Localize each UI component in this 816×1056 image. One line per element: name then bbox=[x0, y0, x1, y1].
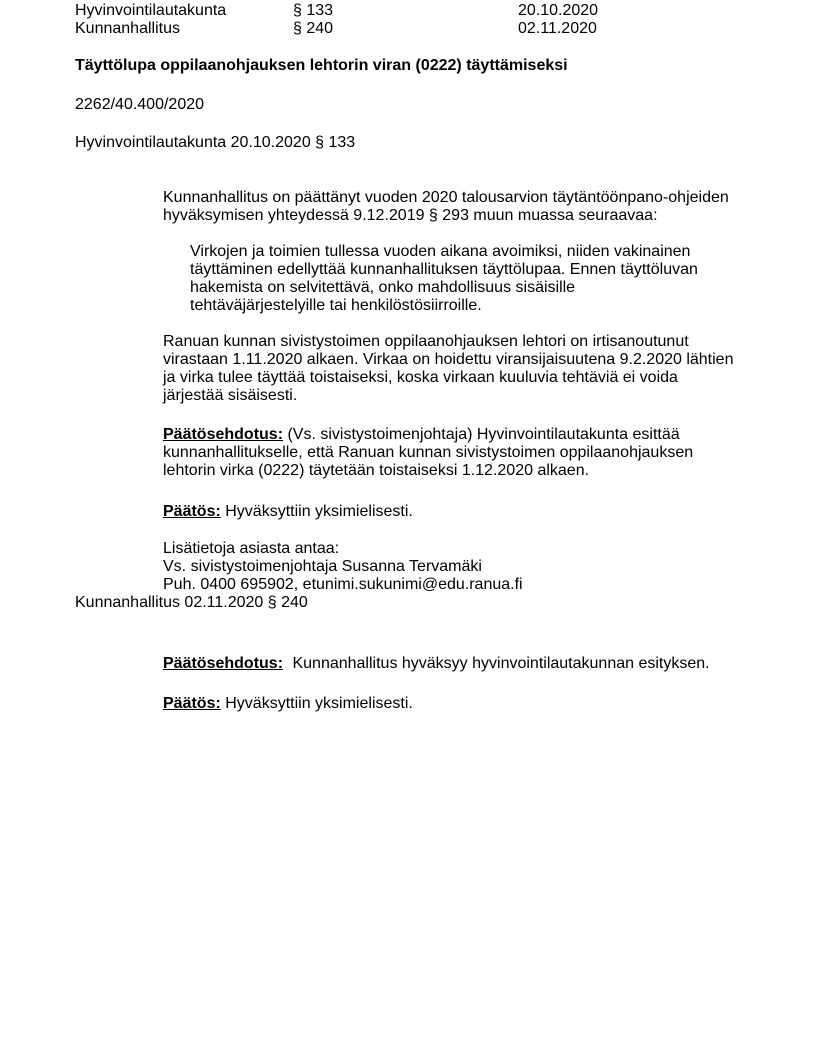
text-line bbox=[163, 426, 756, 444]
decision-text: Hyväksyttiin yksimielisesti. bbox=[225, 695, 413, 712]
proposal-label: Päätösehdotus: bbox=[163, 655, 284, 672]
text-line: Virkojen ja toimien tullessa vuoden aikana avoimiksi, niiden vakinainen bbox=[190, 243, 691, 260]
text-line: hyväksymisen yhteydessä 9.12.2019 § 293 muun muassa seuraavaa: bbox=[163, 207, 658, 224]
text-line: tehtäväjärjestelyille tai henkilöstösiirroille. bbox=[190, 297, 482, 314]
case-number: 2262/40.400/2020 bbox=[75, 96, 205, 113]
header-row bbox=[75, 2, 756, 20]
text-line: Kunnanhallitus on päättänyt vuoden 2020 talousarvion täytäntöönpano-ohjeiden bbox=[163, 189, 729, 206]
section2-proposal bbox=[163, 655, 756, 673]
header-date: 02.11.2020 bbox=[518, 20, 597, 37]
header-section-number: § 133 bbox=[293, 2, 334, 19]
section1-paragraph-1 bbox=[163, 189, 756, 225]
section1-heading: Hyvinvointilautakunta 20.10.2020 § 133 bbox=[75, 134, 356, 151]
contact-info bbox=[163, 540, 756, 594]
decision-text: Hyväksyttiin yksimielisesti. bbox=[225, 503, 413, 520]
header-table bbox=[75, 2, 756, 38]
text-line: täyttäminen edellyttää kunnanhallituksen täyttölupaa. Ennen täyttöluvan bbox=[190, 261, 698, 278]
text-line: ja virka tulee täyttää toistaiseksi, koska virkaan kuuluvia tehtäviä ei voida bbox=[163, 369, 678, 386]
proposal-label: Päätösehdotus: bbox=[163, 426, 284, 443]
text-line: Ranuan kunnan sivistystoimen oppilaanohjauksen lehtori on irtisanoutunut bbox=[163, 333, 689, 350]
header-row bbox=[75, 20, 756, 38]
header-date: 20.10.2020 bbox=[518, 2, 599, 19]
section2-heading: Kunnanhallitus 02.11.2020 § 240 bbox=[75, 594, 308, 611]
decision-label: Päätös: bbox=[163, 503, 221, 520]
contact-line: Lisätietoja asiasta antaa: bbox=[163, 540, 340, 557]
section1-paragraph-2 bbox=[163, 333, 756, 405]
proposal-text: (Vs. sivistystoimenjohtaja) Hyvinvointilautakunta esittää bbox=[287, 426, 680, 443]
text-line: lehtorin virka (0222) täytetään toistaiseksi 1.12.2020 alkaen. bbox=[163, 462, 590, 479]
section1-quote-paragraph bbox=[190, 243, 756, 315]
section1-decision bbox=[163, 503, 756, 521]
header-body-name: Kunnanhallitus bbox=[75, 20, 180, 37]
contact-line: Vs. sivistystoimenjohtaja Susanna Tervamäki bbox=[163, 558, 482, 575]
text-line: kunnanhallitukselle, että Ranuan kunnan sivistystoimen oppilaanohjauksen bbox=[163, 444, 694, 461]
decision-label: Päätös: bbox=[163, 695, 221, 712]
header-body-name: Hyvinvointilautakunta bbox=[75, 2, 227, 19]
text-line: virastaan 1.11.2020 alkaen. Virkaa on hoidettu viransijaisuutena 9.2.2020 lähtien bbox=[163, 351, 734, 368]
proposal-text: Kunnanhallitus hyväksyy hyvinvointilautakunnan esityksen. bbox=[292, 655, 710, 672]
text-line: hakemista on selvitettävä, onko mahdollisuus sisäisille bbox=[190, 279, 576, 296]
document-title: Täyttölupa oppilaanohjauksen lehtorin viran (0222) täyttämiseksi bbox=[75, 57, 568, 74]
section2-decision bbox=[163, 695, 756, 713]
section1-proposal bbox=[163, 426, 756, 480]
contact-line: Puh. 0400 695902, etunimi.sukunimi@edu.ranua.fi bbox=[163, 576, 523, 593]
header-section-number: § 240 bbox=[293, 20, 334, 37]
text-line: järjestää sisäisesti. bbox=[163, 387, 298, 404]
